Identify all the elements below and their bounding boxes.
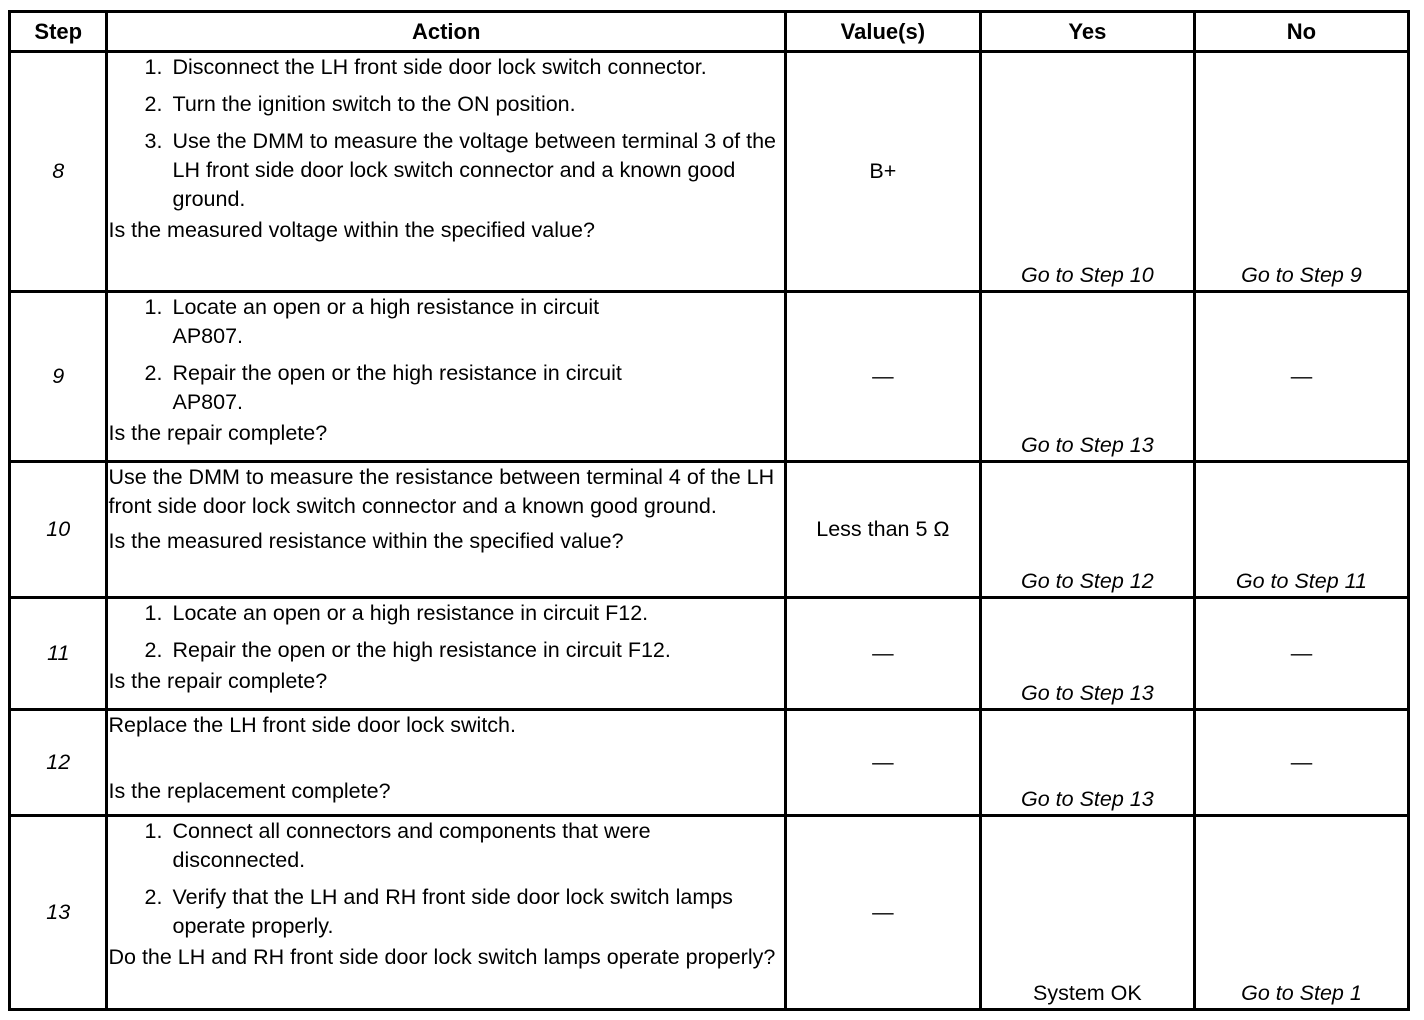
yes-cell: Go to Step 10 xyxy=(980,52,1194,292)
table-row xyxy=(10,816,1409,1010)
question-text: Is the measured resistance within the specified value? xyxy=(108,529,624,553)
yes-cell: Go to Step 12 xyxy=(980,462,1194,598)
list-item xyxy=(108,817,783,875)
list-text: Use the DMM to measure the voltage between terminal 3 of the LH front side door lock switch connector and a known good ground. xyxy=(172,129,776,211)
step-number: 11 xyxy=(10,598,107,710)
table-row xyxy=(10,598,1409,710)
action-text: Use the DMM to measure the resistance between terminal 4 of the LH front side door lock switch connector and a known good ground. xyxy=(108,465,775,518)
step-number: 13 xyxy=(10,816,107,1010)
question-text: Is the replacement complete? xyxy=(108,779,391,803)
list-text: Connect all connectors and components that were disconnected. xyxy=(172,819,651,872)
diagnostic-table-page xyxy=(8,10,1410,1008)
value-cell: — xyxy=(785,598,980,710)
action-cell xyxy=(107,710,785,816)
list-number: 2. xyxy=(144,638,163,662)
list-item xyxy=(108,127,783,214)
action-cell xyxy=(107,816,785,1010)
question-text: Do the LH and RH front side door lock switch lamps operate properly? xyxy=(108,945,776,969)
table-row xyxy=(10,292,1409,462)
diagnostic-table xyxy=(8,10,1410,1011)
list-number: 3. xyxy=(144,129,163,153)
header-values: Value(s) xyxy=(785,12,980,52)
yes-cell: Go to Step 13 xyxy=(980,710,1194,816)
list-number: 1. xyxy=(144,601,163,625)
yes-cell: System OK xyxy=(980,816,1194,1010)
table-row xyxy=(10,710,1409,816)
no-cell: — xyxy=(1194,710,1408,816)
action-list xyxy=(108,53,783,214)
table-row xyxy=(10,52,1409,292)
list-number: 2. xyxy=(144,885,163,909)
step-number: 12 xyxy=(10,710,107,816)
value-cell: B+ xyxy=(785,52,980,292)
value-cell: Less than 5 Ω xyxy=(785,462,980,598)
header-no: No xyxy=(1194,12,1408,52)
action-list xyxy=(108,817,783,941)
list-text: Verify that the LH and RH front side door lock switch lamps operate properly. xyxy=(172,885,733,938)
yes-cell: Go to Step 13 xyxy=(980,598,1194,710)
list-number: 1. xyxy=(144,55,163,79)
list-item xyxy=(108,90,783,119)
list-number: 2. xyxy=(144,92,163,116)
list-item xyxy=(108,883,783,941)
list-item xyxy=(108,636,783,665)
action-list xyxy=(108,599,783,665)
step-number: 8 xyxy=(10,52,107,292)
action-list xyxy=(108,293,783,417)
list-text: Repair the open or the high resistance in circuit F12. xyxy=(172,638,671,662)
question-text: Is the repair complete? xyxy=(108,669,328,693)
step-number: 10 xyxy=(10,462,107,598)
no-cell: — xyxy=(1194,598,1408,710)
question-text: Is the measured voltage within the specified value? xyxy=(108,218,595,242)
no-cell: — xyxy=(1194,292,1408,462)
action-cell xyxy=(107,462,785,598)
list-item xyxy=(108,293,783,351)
list-item xyxy=(108,359,783,417)
step-number: 9 xyxy=(10,292,107,462)
no-cell: Go to Step 9 xyxy=(1194,52,1408,292)
header-step: Step xyxy=(10,12,107,52)
header-yes: Yes xyxy=(980,12,1194,52)
action-cell xyxy=(107,598,785,710)
table-row xyxy=(10,462,1409,598)
list-text: Turn the ignition switch to the ON position. xyxy=(172,92,576,116)
value-cell: — xyxy=(785,710,980,816)
yes-cell: Go to Step 13 xyxy=(980,292,1194,462)
value-cell: — xyxy=(785,816,980,1010)
header-action: Action xyxy=(107,12,785,52)
no-cell: Go to Step 11 xyxy=(1194,462,1408,598)
list-text: Repair the open or the high resistance in circuit AP807. xyxy=(172,361,622,414)
list-text: Locate an open or a high resistance in circuit F12. xyxy=(172,601,649,625)
value-cell: — xyxy=(785,292,980,462)
list-item xyxy=(108,599,783,628)
action-cell xyxy=(107,52,785,292)
list-number: 1. xyxy=(144,819,163,843)
list-number: 2. xyxy=(144,361,163,385)
header-row xyxy=(10,12,1409,52)
list-item xyxy=(108,53,783,82)
no-cell: Go to Step 1 xyxy=(1194,816,1408,1010)
question-text: Is the repair complete? xyxy=(108,421,328,445)
action-text: Replace the LH front side door lock switch. xyxy=(108,713,516,737)
list-number: 1. xyxy=(144,295,163,319)
list-text: Locate an open or a high resistance in circuit AP807. xyxy=(172,295,600,348)
action-cell xyxy=(107,292,785,462)
list-text: Disconnect the LH front side door lock switch connector. xyxy=(172,55,707,79)
